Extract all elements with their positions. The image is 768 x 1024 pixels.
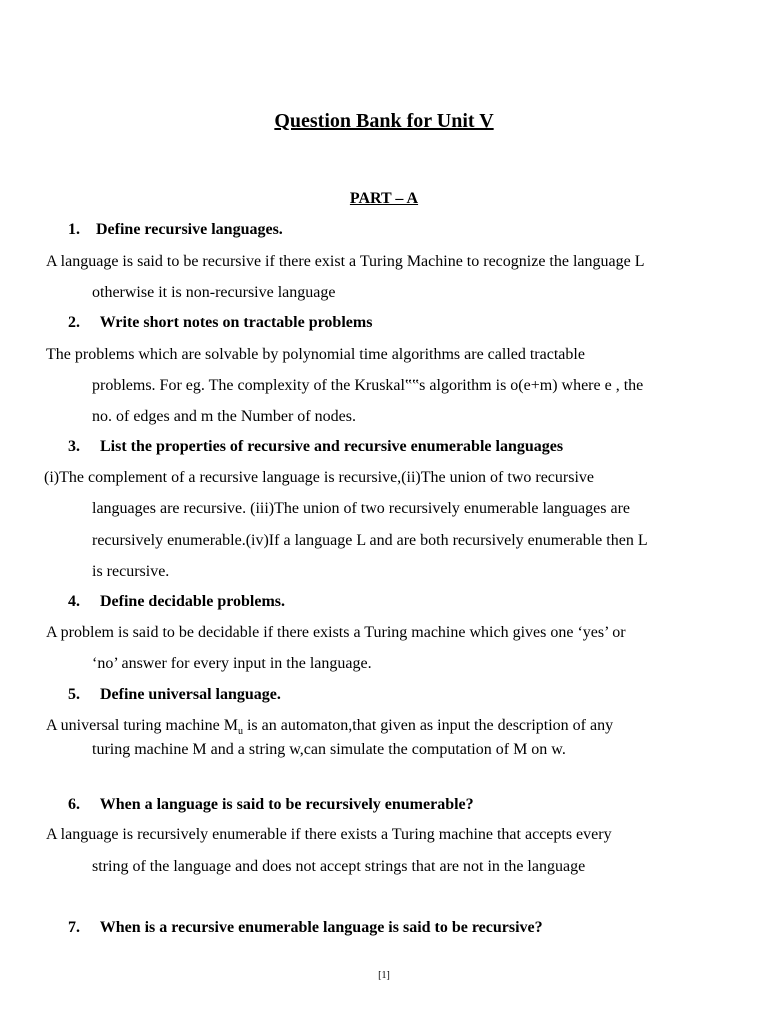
question-5: [68, 686, 281, 704]
question-text: When a language is said to be recursively enumerable?: [96, 796, 474, 813]
page-number: [1]: [378, 970, 390, 981]
answer-line: no. of edges and m the Number of nodes.: [92, 408, 356, 425]
answer-line: A language is said to be recursive if there exist a Turing Machine to recognize the language L: [46, 253, 645, 270]
answer-line: recursively enumerable.(iv)If a language L and are both recursively enumerable then L: [92, 532, 648, 549]
question-number: 5.: [68, 686, 80, 703]
question-4: [68, 593, 285, 611]
question-number: 1.: [68, 221, 80, 238]
answer-line: ‘no’ answer for every input in the language.: [92, 655, 372, 672]
question-text: Write short notes on tractable problems: [96, 314, 373, 331]
answer-line: is recursive.: [92, 563, 170, 580]
subscript-u: u: [237, 726, 243, 738]
page-title: Question Bank for Unit V: [274, 110, 494, 132]
answer-line: [46, 717, 613, 737]
question-7: [68, 919, 543, 937]
question-text: Define recursive languages.: [96, 221, 283, 238]
question-number: 3.: [68, 438, 80, 455]
answer-text: is an automaton,that given as input the description of any: [242, 717, 614, 734]
answer-line: A problem is said to be decidable if there exists a Turing machine which gives one ‘yes’ or: [46, 624, 626, 641]
answer-line: The problems which are solvable by polynomial time algorithms are called tractable: [46, 346, 585, 363]
answer-line: A language is recursively enumerable if there exists a Turing machine that accepts every: [46, 826, 612, 843]
question-text: List the properties of recursive and recursive enumerable languages: [96, 438, 564, 455]
answer-line: otherwise it is non-recursive language: [92, 284, 336, 301]
question-2: [68, 314, 372, 332]
answer-line: languages are recursive. (iii)The union of two recursively enumerable languages are: [92, 500, 630, 517]
question-text: Define decidable problems.: [96, 593, 286, 610]
question-number: 4.: [68, 593, 80, 610]
question-1: [68, 221, 283, 239]
answer-text: A universal turing machine M: [46, 717, 238, 734]
part-heading: PART – A: [349, 190, 419, 207]
question-text: Define universal language.: [96, 686, 281, 703]
answer-line: (i)The complement of a recursive language is recursive,(ii)The union of two recursive: [44, 469, 595, 486]
answer-line: turing machine M and a string w,can simulate the computation of M on w.: [92, 741, 566, 758]
question-6: [68, 796, 474, 814]
question-text: When is a recursive enumerable language is said to be recursive?: [96, 919, 543, 936]
answer-line: string of the language and does not accept strings that are not in the language: [92, 858, 586, 875]
question-number: 6.: [68, 796, 80, 813]
question-number: 7.: [68, 919, 80, 936]
question-number: 2.: [68, 314, 80, 331]
question-3: [68, 438, 563, 456]
answer-line: problems. For eg. The complexity of the Kruskal‟‟s algorithm is o(e+m) where e , the: [92, 377, 644, 394]
